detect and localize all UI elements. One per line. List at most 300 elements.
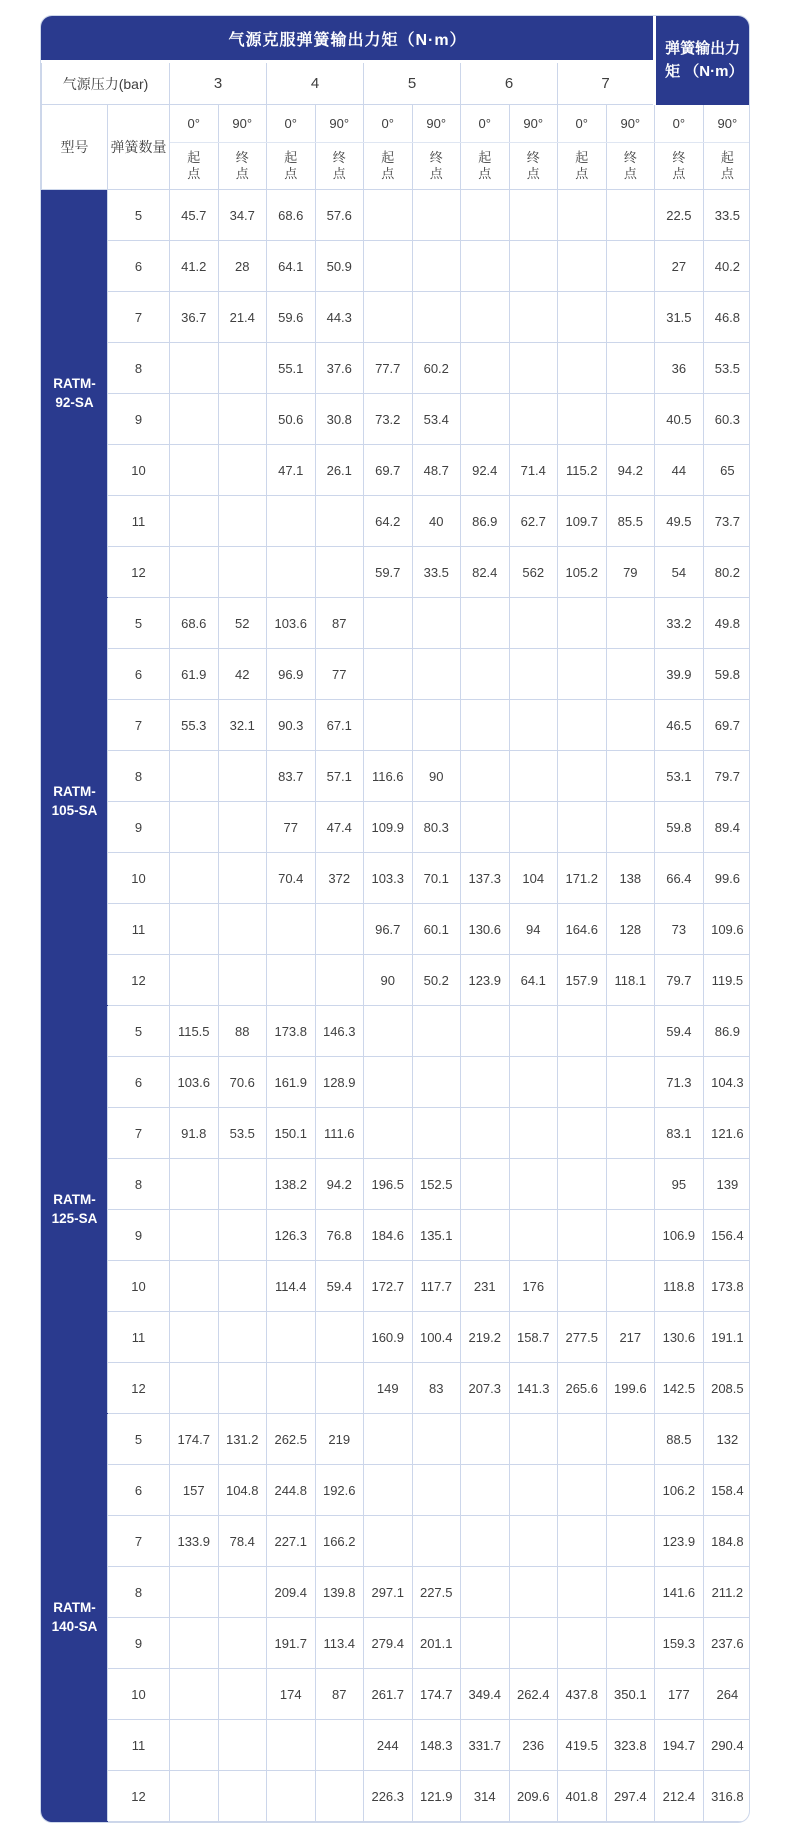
value-cell [606,241,655,292]
spring-count-cell: 8 [108,343,170,394]
spring-count-cell: 6 [108,1465,170,1516]
value-cell: 297.4 [606,1771,655,1822]
value-cell: 44 [655,445,704,496]
value-cell: 50.6 [267,394,316,445]
value-cell: 64.1 [509,955,558,1006]
value-cell: 26.1 [315,445,364,496]
value-cell: 73 [655,904,704,955]
value-cell: 109.9 [364,802,413,853]
value-cell [509,1006,558,1057]
value-cell: 164.6 [558,904,607,955]
spring-count-cell: 6 [108,241,170,292]
value-cell: 77.7 [364,343,413,394]
spring-count-cell: 12 [108,1363,170,1414]
value-cell: 277.5 [558,1312,607,1363]
point-label: 终点 [332,149,346,181]
value-cell: 83.7 [267,751,316,802]
value-cell [218,445,267,496]
value-cell: 103.3 [364,853,413,904]
value-cell: 132 [703,1414,750,1465]
value-cell [267,1312,316,1363]
table-row [42,17,751,62]
value-cell: 32.1 [218,700,267,751]
value-cell [461,598,510,649]
value-cell: 49.5 [655,496,704,547]
value-cell: 41.2 [170,241,219,292]
table-row [42,751,751,802]
value-cell [509,1057,558,1108]
value-cell [606,802,655,853]
value-cell: 40.2 [703,241,750,292]
value-cell [364,190,413,241]
table-row [42,1771,751,1822]
value-cell: 123.9 [655,1516,704,1567]
value-cell: 123.9 [461,955,510,1006]
value-cell [606,1261,655,1312]
value-cell [315,1312,364,1363]
value-cell: 82.4 [461,547,510,598]
value-cell [315,1363,364,1414]
value-cell: 209.4 [267,1567,316,1618]
table-row [42,547,751,598]
value-cell [606,751,655,802]
value-cell [170,343,219,394]
value-cell [170,547,219,598]
value-cell: 83.1 [655,1108,704,1159]
value-cell [218,1312,267,1363]
value-cell: 55.1 [267,343,316,394]
value-cell: 157 [170,1465,219,1516]
table-head [42,17,751,190]
table-row [42,1210,751,1261]
value-cell [218,1669,267,1720]
value-cell: 66.4 [655,853,704,904]
value-cell: 95 [655,1159,704,1210]
value-cell [364,292,413,343]
value-cell: 86.9 [703,1006,750,1057]
value-cell [558,751,607,802]
value-cell: 139.8 [315,1567,364,1618]
point-label: 终点 [623,149,637,181]
value-cell [606,700,655,751]
table-row [42,241,751,292]
value-cell [218,1363,267,1414]
value-cell: 103.6 [170,1057,219,1108]
value-cell [364,649,413,700]
pressure-value-cell: 3 [170,62,267,105]
value-cell: 128 [606,904,655,955]
value-cell [606,1516,655,1567]
value-cell: 22.5 [655,190,704,241]
value-cell [461,1159,510,1210]
value-cell [267,904,316,955]
torque-table [41,16,750,1822]
value-cell [170,1567,219,1618]
value-cell: 135.1 [412,1210,461,1261]
value-cell: 71.4 [509,445,558,496]
pressure-value-cell: 5 [364,62,461,105]
value-cell [315,1771,364,1822]
degree-cell: 0° [364,105,413,143]
value-cell [509,1465,558,1516]
value-cell: 45.7 [170,190,219,241]
point-cell [655,143,704,190]
value-cell: 42 [218,649,267,700]
value-cell [461,190,510,241]
point-label: 起点 [381,149,395,181]
value-cell: 87 [315,598,364,649]
point-label: 起点 [284,149,298,181]
value-cell [412,1516,461,1567]
spring-count-cell: 6 [108,649,170,700]
value-cell: 118.1 [606,955,655,1006]
value-cell [412,598,461,649]
value-cell [509,1159,558,1210]
value-cell: 137.3 [461,853,510,904]
value-cell [509,343,558,394]
value-cell: 59.6 [267,292,316,343]
value-cell [509,292,558,343]
value-cell: 69.7 [364,445,413,496]
value-cell [218,496,267,547]
value-cell: 349.4 [461,1669,510,1720]
value-cell: 128.9 [315,1057,364,1108]
value-cell [170,496,219,547]
value-cell: 79.7 [655,955,704,1006]
spring-count-cell: 11 [108,904,170,955]
spring-count-cell: 10 [108,445,170,496]
value-cell: 141.6 [655,1567,704,1618]
value-cell [364,700,413,751]
value-cell: 86.9 [461,496,510,547]
point-label: 终点 [672,149,686,181]
spring-count-cell: 10 [108,853,170,904]
value-cell: 142.5 [655,1363,704,1414]
pressure-value-cell: 6 [461,62,558,105]
value-cell: 314 [461,1771,510,1822]
value-cell [218,394,267,445]
value-cell: 184.6 [364,1210,413,1261]
value-cell [558,394,607,445]
value-cell [461,343,510,394]
value-cell: 46.8 [703,292,750,343]
value-cell: 211.2 [703,1567,750,1618]
value-cell: 191.1 [703,1312,750,1363]
value-cell [606,343,655,394]
value-cell: 116.6 [364,751,413,802]
value-cell [267,1363,316,1414]
value-cell: 166.2 [315,1516,364,1567]
table-row [42,802,751,853]
spring-count-cell: 10 [108,1669,170,1720]
value-cell [558,1108,607,1159]
value-cell: 212.4 [655,1771,704,1822]
value-cell: 40 [412,496,461,547]
value-cell [606,394,655,445]
point-cell [558,143,607,190]
value-cell [412,1108,461,1159]
value-cell [558,190,607,241]
value-cell: 350.1 [606,1669,655,1720]
value-cell [606,1006,655,1057]
value-cell: 156.4 [703,1210,750,1261]
value-cell [461,649,510,700]
value-cell [364,1414,413,1465]
pressure-value-cell: 7 [558,62,655,105]
value-cell: 184.8 [703,1516,750,1567]
value-cell [170,1720,219,1771]
value-cell: 34.7 [218,190,267,241]
spring-header-cell: 弹簧输出力矩 （N·m） [655,17,750,105]
value-cell [606,649,655,700]
value-cell [509,649,558,700]
value-cell: 103.6 [267,598,316,649]
table-row [42,700,751,751]
value-cell: 158.7 [509,1312,558,1363]
value-cell: 316.8 [703,1771,750,1822]
table-row [42,1720,751,1771]
value-cell: 70.4 [267,853,316,904]
value-cell: 115.2 [558,445,607,496]
spring-count-cell: 8 [108,1567,170,1618]
value-cell [170,1210,219,1261]
point-label: 终点 [526,149,540,181]
value-cell: 59.4 [315,1261,364,1312]
value-cell [461,1516,510,1567]
spring-count-cell: 5 [108,1414,170,1465]
value-cell: 55.3 [170,700,219,751]
table-row [42,1261,751,1312]
spec-table-container [40,15,750,1823]
value-cell [461,1567,510,1618]
value-cell: 90.3 [267,700,316,751]
point-label: 起点 [478,149,492,181]
table-row [42,343,751,394]
value-cell [364,598,413,649]
value-cell [412,190,461,241]
value-cell: 139 [703,1159,750,1210]
value-cell: 141.3 [509,1363,558,1414]
value-cell: 138.2 [267,1159,316,1210]
value-cell: 92.4 [461,445,510,496]
value-cell: 174.7 [170,1414,219,1465]
value-cell [558,343,607,394]
value-cell [509,1414,558,1465]
value-cell: 191.7 [267,1618,316,1669]
model-cell: RATM-92-SA [42,190,108,598]
value-cell: 261.7 [364,1669,413,1720]
point-label: 起点 [187,149,201,181]
point-cell [606,143,655,190]
spring-count-cell: 9 [108,802,170,853]
degree-cell: 0° [461,105,510,143]
table-row [42,904,751,955]
value-cell [412,1057,461,1108]
spring-count-cell: 5 [108,1006,170,1057]
table-row [42,1567,751,1618]
value-cell: 78.4 [218,1516,267,1567]
value-cell [315,955,364,1006]
value-cell: 148.3 [412,1720,461,1771]
value-cell: 262.5 [267,1414,316,1465]
model-label-cell: 型号 [42,105,108,190]
value-cell: 31.5 [655,292,704,343]
value-cell: 118.8 [655,1261,704,1312]
value-cell [606,598,655,649]
value-cell: 77 [315,649,364,700]
value-cell: 59.8 [703,649,750,700]
value-cell: 105.2 [558,547,607,598]
value-cell: 65 [703,445,750,496]
value-cell: 61.9 [170,649,219,700]
table-row [42,190,751,241]
value-cell [218,1618,267,1669]
value-cell [461,802,510,853]
value-cell [461,751,510,802]
value-cell: 47.4 [315,802,364,853]
spring-count-cell: 12 [108,955,170,1006]
table-body [42,190,751,1822]
spring-count-cell: 9 [108,1210,170,1261]
value-cell [606,1414,655,1465]
value-cell: 109.6 [703,904,750,955]
value-cell: 208.5 [703,1363,750,1414]
value-cell [267,955,316,1006]
value-cell: 85.5 [606,496,655,547]
value-cell [364,241,413,292]
value-cell [606,190,655,241]
point-cell [170,143,219,190]
value-cell: 70.6 [218,1057,267,1108]
value-cell [461,241,510,292]
value-cell: 219 [315,1414,364,1465]
table-row [42,1465,751,1516]
value-cell [558,1210,607,1261]
value-cell: 437.8 [558,1669,607,1720]
point-label: 起点 [720,149,734,181]
value-cell [170,853,219,904]
point-cell [218,143,267,190]
point-cell [267,143,316,190]
value-cell: 158.4 [703,1465,750,1516]
value-cell: 50.2 [412,955,461,1006]
value-cell: 94.2 [315,1159,364,1210]
value-cell: 70.1 [412,853,461,904]
value-cell: 106.2 [655,1465,704,1516]
spring-count-cell: 7 [108,700,170,751]
value-cell [218,547,267,598]
model-cell: RATM-105-SA [42,598,108,1006]
table-row [42,445,751,496]
point-cell [703,143,750,190]
value-cell: 91.8 [170,1108,219,1159]
value-cell: 290.4 [703,1720,750,1771]
value-cell: 53.4 [412,394,461,445]
value-cell [412,292,461,343]
value-cell: 171.2 [558,853,607,904]
value-cell [509,700,558,751]
value-cell [461,1006,510,1057]
value-cell: 104 [509,853,558,904]
value-cell: 49.8 [703,598,750,649]
value-cell [412,1006,461,1057]
pressure-label-cell: 气源压力(bar) [42,62,170,105]
value-cell: 131.2 [218,1414,267,1465]
point-label: 终点 [235,149,249,181]
value-cell: 59.8 [655,802,704,853]
value-cell [558,649,607,700]
value-cell: 27 [655,241,704,292]
value-cell: 109.7 [558,496,607,547]
value-cell [364,1006,413,1057]
value-cell [218,1159,267,1210]
value-cell [218,1771,267,1822]
value-cell: 209.6 [509,1771,558,1822]
value-cell [218,853,267,904]
value-cell [364,1465,413,1516]
degree-cell: 0° [267,105,316,143]
value-cell [170,1771,219,1822]
table-row [42,649,751,700]
spring-count-cell: 6 [108,1057,170,1108]
value-cell: 64.2 [364,496,413,547]
degree-cell: 90° [703,105,750,143]
value-cell [461,1210,510,1261]
value-cell: 57.1 [315,751,364,802]
value-cell: 99.6 [703,853,750,904]
value-cell [364,1108,413,1159]
value-cell: 201.1 [412,1618,461,1669]
degree-cell: 0° [558,105,607,143]
degree-cell: 90° [218,105,267,143]
value-cell: 53.1 [655,751,704,802]
value-cell [461,394,510,445]
value-cell [412,649,461,700]
value-cell: 104.3 [703,1057,750,1108]
value-cell: 262.4 [509,1669,558,1720]
value-cell: 94 [509,904,558,955]
value-cell: 28 [218,241,267,292]
value-cell [170,955,219,1006]
table-row [42,1363,751,1414]
spring-count-cell: 12 [108,1771,170,1822]
value-cell: 173.8 [267,1006,316,1057]
value-cell: 126.3 [267,1210,316,1261]
value-cell [606,292,655,343]
value-cell: 52 [218,598,267,649]
table-row [42,1414,751,1465]
table-row [42,1618,751,1669]
value-cell: 87 [315,1669,364,1720]
value-cell [509,751,558,802]
value-cell [509,1108,558,1159]
value-cell: 48.7 [412,445,461,496]
value-cell: 149 [364,1363,413,1414]
value-cell: 264 [703,1669,750,1720]
value-cell: 69.7 [703,700,750,751]
value-cell [509,1618,558,1669]
value-cell [461,1465,510,1516]
value-cell: 21.4 [218,292,267,343]
value-cell [558,241,607,292]
value-cell [267,496,316,547]
value-cell: 113.4 [315,1618,364,1669]
value-cell: 73.2 [364,394,413,445]
value-cell [606,1210,655,1261]
value-cell: 115.5 [170,1006,219,1057]
value-cell: 231 [461,1261,510,1312]
value-cell: 227.5 [412,1567,461,1618]
